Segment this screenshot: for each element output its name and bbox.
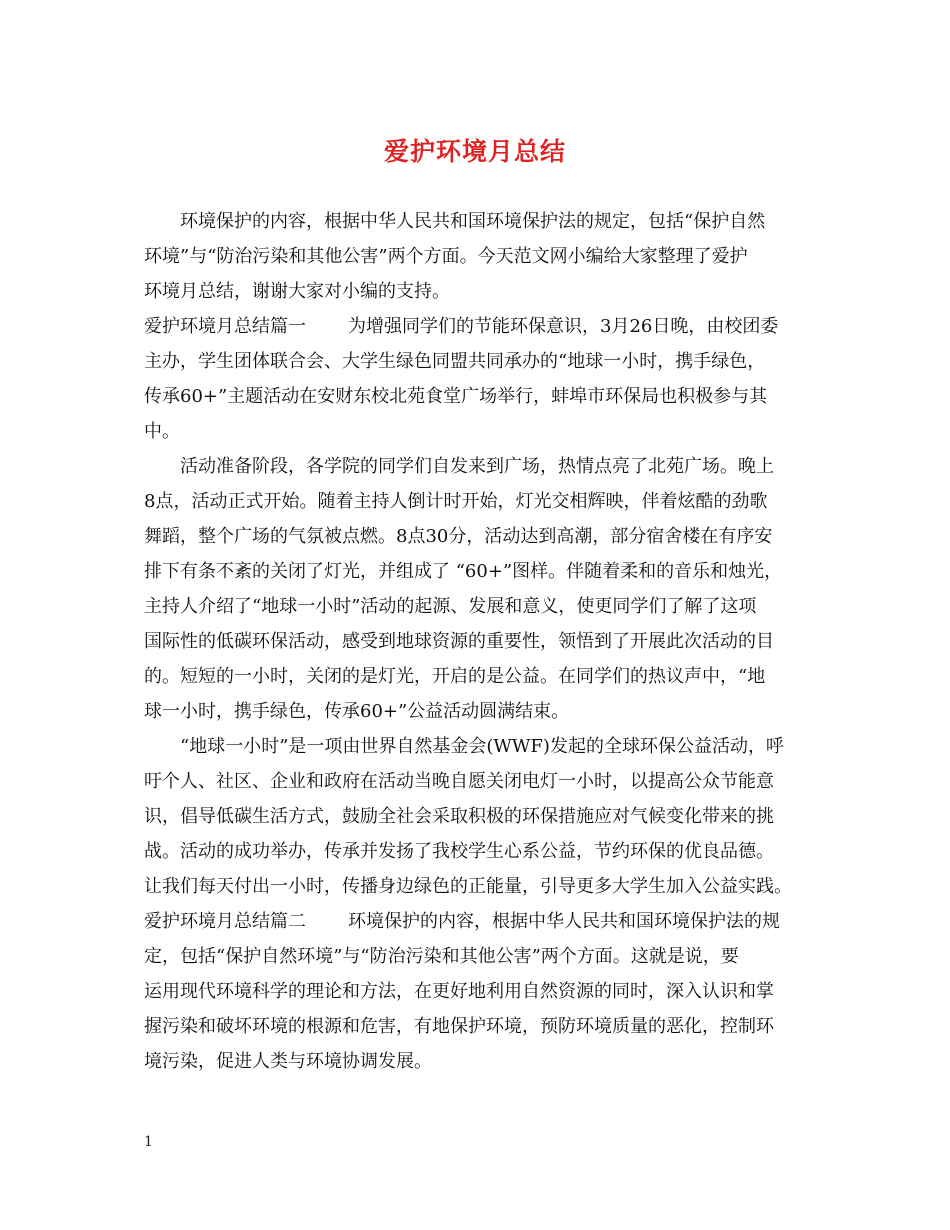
part1-first-line: 为增强同学们的节能环保意识，3月26日晚，由校团委 [348, 316, 779, 337]
para2-line: 国际性的低碳环保活动，感受到地球资源的重要性，领悟到了开展此次活动的目 [144, 631, 774, 652]
part1-line: 主办，学生团体联合会、大学生绿色同盟共同承办的“地球一小时，携手绿色， [144, 351, 766, 372]
part1-heading: 爱护环境月总结篇一 [144, 316, 306, 337]
para2-line: 主持人介绍了“地球一小时”活动的起源、发展和意义，使更同学们了解了这项 [144, 596, 757, 617]
part1-heading-line [144, 309, 812, 344]
para2-line: 排下有条不紊的关闭了灯光，并组成了 “60+”图样。伴随着柔和的音乐和烛光， [144, 561, 783, 582]
part2-first-line: 环境保护的内容，根据中华人民共和国环境保护法的规 [348, 911, 780, 932]
para2-line: 球一小时，携手绿色，传承60+”公益活动圆满结束。 [144, 701, 570, 722]
para3-line: 让我们每天付出一小时，传播身边绿色的正能量，引导更多大学生加入公益实践。 [144, 876, 792, 897]
part1-line: 中。 [144, 421, 180, 442]
intro-line: 环境保护的内容，根据中华人民共和国环境保护法的规定，包括“保护自然 [180, 211, 766, 232]
part2-heading: 爱护环境月总结篇二 [144, 911, 306, 932]
para2-line: 8点，活动正式开始。随着主持人倒计时开始，灯光交相辉映，伴着炫酷的劲歌 [144, 491, 768, 512]
page-number: 1 [144, 1134, 153, 1150]
para2-line: 的。短短的一小时，关闭的是灯光，开启的是公益。在同学们的热议声中，“地 [144, 666, 766, 687]
document-title: 爱护环境月总结 [383, 137, 566, 166]
part1-line: 传承60+”主题活动在安财东校北苑食堂广场举行，蚌埠市环保局也积极参与其 [144, 386, 768, 407]
part2-line: 握污染和破坏环境的根源和危害，有地保护环境，预防环境质量的恶化，控制环 [144, 1016, 774, 1037]
intro-line: 环境月总结，谢谢大家对小编的支持。 [144, 281, 450, 302]
para3-line: 识，倡导低碳生活方式，鼓励全社会采取积极的环保措施应对气候变化带来的挑 [144, 806, 774, 827]
para2-line: 舞蹈，整个广场的气氛被点燃。8点30分，活动达到高潮，部分宿舍楼在有序安 [144, 526, 773, 547]
document-body [144, 204, 812, 1079]
para3-line: 吁个人、社区、企业和政府在活动当晚自愿关闭电灯一小时，以提高公众节能意 [144, 771, 774, 792]
intro-line: 环境”与“防治污染和其他公害”两个方面。今天范文网小编给大家整理了爱护 [144, 246, 748, 267]
part2-heading-line [144, 904, 812, 939]
part2-line: 运用现代环境科学的理论和方法，在更好地利用自然资源的同时，深入认识和掌 [144, 981, 774, 1002]
para3-line: “地球一小时”是一项由世界自然基金会(WWF)发起的全球环保公益活动，呼 [180, 736, 784, 757]
para3-line: 战。活动的成功举办，传承并发扬了我校学生心系公益，节约环保的优良品德。 [144, 841, 774, 862]
para2-line: 活动准备阶段，各学院的同学们自发来到广场，热情点亮了北苑广场。晚上 [180, 456, 774, 477]
part2-line: 境污染，促进人类与环境协调发展。 [144, 1051, 432, 1072]
part2-line: 定，包括“保护自然环境”与“防治污染和其他公害”两个方面。这就是说，要 [144, 946, 739, 967]
